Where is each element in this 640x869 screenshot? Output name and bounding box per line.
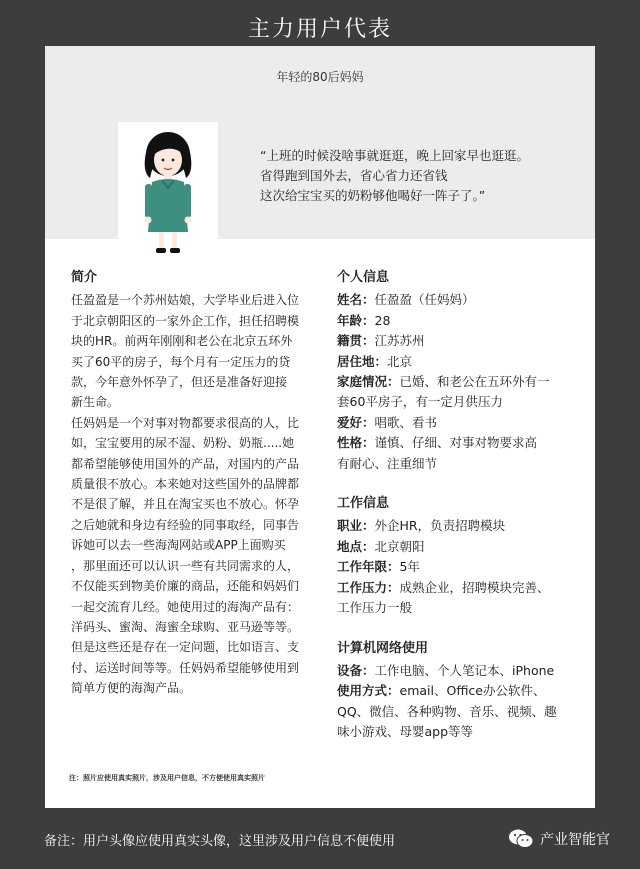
info-row: 性格：谨慎、仔细、对事对物要求高	[337, 435, 538, 451]
info-row: 工作压力：成熟企业，招聘模块完善、	[337, 579, 550, 595]
info-row: 套60平房子，有一定月供压力	[337, 394, 503, 410]
info-row: 工作压力一般	[337, 600, 413, 616]
info-row: 使用方式：email、Office办公软件、	[337, 683, 546, 699]
info-row: 地点：北京朝阳	[337, 538, 425, 554]
info-column	[337, 268, 587, 743]
wechat-icon	[508, 828, 534, 850]
intro-paragraph: 任妈妈是一个对事对物都要求很高的人，比 如，宝宝要用的尿不湿、奶粉、奶瓶.....她 都希望能够使用国外的产品，对国内的产品 质量很不放心。本来她对这些国外的品牌都 不是很了解，并且在淘宝买也不放心。怀孕 之后她就和身边有经验的同事取经，同事告 诉她可以去一些海淘网站或APP上面购买 ，那里面还可以认识一些有共同需求的人， 不仅能买到物美价廉的商品，还能和妈妈们 一起交流育儿经。她使用过的海淘产品有： 洋码头、蜜淘、海蜜全球购、亚马逊等等。 但是这些还是存在一定问题，比如语言、支 付、运送时间等等。任妈妈希望能够使用到 简单方便的海淘产品。	[71, 415, 300, 696]
info-row: 设备：工作电脑、个人笔记本、iPhone	[337, 662, 555, 678]
footer-note: 备注：用户头像应使用真实头像，这里涉及用户信息不便使用	[44, 834, 396, 849]
intro-paragraph: 任盈盈是一个苏州姑娘，大学毕业后进入位 于北京朝阳区的一家外企工作，担任招聘模 块的HR。前两年刚刚和老公在北京五环外 买了60平的房子，每个月有一定压力的贷 款，今年意外怀孕了，但还是准备好迎接 新生命。	[71, 293, 300, 410]
avatar	[118, 122, 218, 262]
brand-badge	[508, 828, 610, 850]
info-row: QQ、微信、各种购物、音乐、视频、趣	[337, 703, 557, 719]
woman-avatar-icon	[118, 122, 218, 262]
info-row: 籍贯：江苏苏州	[337, 333, 425, 349]
page-title: 主力用户代表	[247, 17, 392, 42]
persona-title: 年轻的80后妈妈	[276, 70, 364, 84]
intro-heading: 简介	[71, 270, 98, 285]
info-row: 职业：外企HR，负责招聘模块	[337, 518, 506, 534]
quote-line: “上班的时候没啥事就逛逛，晚上回家早也逛逛。	[260, 148, 529, 163]
intro-section	[71, 268, 323, 699]
photo-note: 注：照片应使用真实照片，涉及用户信息，不方便使用真实照片	[69, 774, 265, 782]
quote-line: 省得跑到国外去，省心省力还省钱	[260, 168, 448, 183]
info-row: 爱好：唱歌、看书	[337, 414, 438, 430]
info-row: 工作年限：5年	[337, 559, 420, 575]
computer-usage-heading: 计算机网络使用	[337, 640, 429, 656]
persona-quote	[260, 146, 590, 206]
info-row: 有耐心、注重细节	[337, 455, 438, 471]
quote-line: 这次给宝宝买的奶粉够他喝好一阵子了。”	[260, 188, 486, 203]
info-row: 味小游戏、母婴app等等	[337, 724, 474, 740]
info-row: 居住地：北京	[337, 353, 413, 369]
brand-name: 产业智能官	[540, 832, 610, 848]
personal-info-heading: 个人信息	[337, 270, 390, 285]
work-info-heading: 工作信息	[337, 496, 390, 512]
persona-card	[45, 46, 595, 808]
info-row: 姓名：任盈盈（任妈妈）	[337, 292, 475, 308]
info-row: 年龄：28	[337, 312, 391, 328]
info-row: 家庭情况：已婚、和老公在五环外有一	[337, 374, 550, 390]
